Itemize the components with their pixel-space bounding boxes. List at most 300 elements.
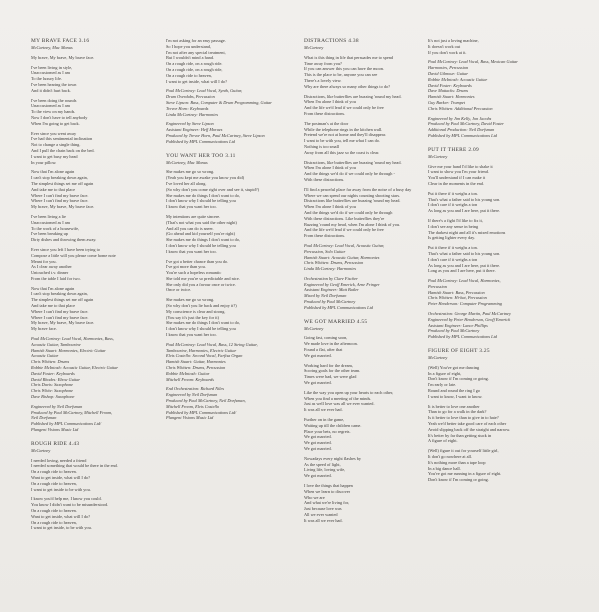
credit-line: Paul McCartney: Lead Vocal, Acoustic Guitar, [304, 242, 385, 248]
lyric-line: Living life, loving wife, [304, 467, 346, 473]
lyric-line: Where we can spend our nights counting shooting stars. [304, 192, 401, 198]
lyric-verse [304, 363, 442, 386]
credit-line: Produced by Trevor Horn, Paul McCartney, Steve Lipson [166, 132, 265, 138]
lyric-line: A figure of eight. [428, 438, 458, 444]
lyric-verse [31, 65, 169, 94]
lyric-line: That's what a father said to his young son. [428, 250, 501, 256]
credit-line: Assistant Engineer: Matt Butler [304, 287, 359, 293]
lyric-line: This is the place to be, anyone you can see [304, 72, 378, 78]
credit-line: Steve Lipson: Bass, Computer & Drum Programming, Guitar [166, 99, 272, 105]
lyric-line: On a rough ride to heaven, [31, 519, 77, 525]
lyric-line: And it didn't hurt back. [31, 87, 71, 93]
credit-line: Neil Dorfsman [31, 415, 57, 421]
lyric-line: The darkest night and all it's mixed emotions [428, 229, 506, 235]
song-section [428, 38, 566, 139]
lyric-line: There's a lovely view. [304, 77, 342, 83]
credit-line: Acoustic Guitar [31, 353, 59, 359]
lyric-line: And the things we'd do if we could only be through - [304, 171, 395, 177]
lyric-line: We got married. [304, 446, 332, 452]
credit-line: Orchestration by Clare Fischer [304, 275, 358, 281]
lyric-verse [428, 448, 566, 483]
credit-line: Published by MPL Communications Ltd [428, 334, 497, 340]
lyric-verse [304, 187, 442, 239]
lyric-line: Than to go for a walk in the dark? [428, 409, 487, 415]
song-credits [166, 342, 304, 421]
lyric-verse [304, 456, 442, 479]
lyrics-column-3 [304, 38, 442, 532]
lyric-line: (Yeah you kept me awake you know you did) [166, 175, 245, 181]
lyric-line: To the luxury life. [31, 76, 62, 82]
lyric-line: Distractions like butterflies are buzzing 'round my head. [304, 198, 401, 204]
lyric-line: When I'm going to get back. [31, 120, 80, 126]
lyric-line: The simplest things set me off again [31, 180, 94, 186]
lyric-line: In a figure of eight, [428, 370, 462, 376]
credit-line: Plangent Visions Music Ltd [166, 415, 214, 421]
song-section [31, 441, 169, 531]
lyric-line: I don't care if it weighs a ton [428, 202, 478, 208]
lyrics-column-1 [31, 38, 169, 539]
lyric-line: When I'm alone I think of you [304, 99, 356, 105]
lyric-line: It doesn't work out [428, 43, 461, 49]
lyric-line: I want to get busy my head [31, 153, 78, 159]
credit-line: Chris Whitten: Drums, Percussion [304, 260, 364, 266]
credit-line: Chris Whitten: Drums, Percussion [166, 365, 226, 371]
lyric-line: Place your bets, no regrets. [304, 428, 351, 434]
lyric-line: But I wouldn't mind a hand. [166, 55, 215, 61]
song-section [304, 38, 442, 311]
lyric-line: I'm early or late. [428, 382, 457, 388]
lyric-line: That's what a father said to his young son. [428, 196, 501, 202]
lyric-line: I can't stop breaking down again, [31, 291, 88, 297]
lyric-line: I want to get inside to be with you. [31, 486, 91, 492]
lyric-line: Just because love was [304, 506, 342, 512]
lyric-line: (So why don't you lie back and enjoy it?) [166, 303, 237, 309]
song-duration: 4.38 [348, 38, 359, 44]
lyric-line: From these distractions. [304, 233, 346, 239]
lyric-line: I'll find a peaceful place far away from the noise of a busy day [304, 186, 412, 192]
lyric-line: As long as you and I are here, put it there. [428, 262, 501, 268]
lyric-line: (Well) figure it out for yourself little girl, [428, 448, 499, 454]
lyric-line: My brave, My brave, My brave face. [31, 204, 95, 210]
lyric-verse [304, 94, 442, 117]
song-writers: McCartney [31, 447, 51, 453]
credit-line: Plangent Visions Music Ltd [31, 427, 79, 433]
lyric-line: On a rough ride to heaven. [31, 469, 77, 475]
lyric-line: It is better to love one another [428, 403, 480, 409]
credit-line: Engineered by Peter Henderson, Geoff Emerick [428, 316, 511, 322]
lyric-line: I don't care if it weighs a ton [428, 256, 478, 262]
lyric-line: Put it there if it weighs a ton. [428, 190, 478, 196]
song-title [428, 147, 566, 154]
lyric-line: My brave face. [31, 326, 57, 332]
song-writers: McCartney, Mac Manus [31, 45, 73, 50]
credit-line: Produced by Paul McCartney [304, 299, 356, 305]
lyric-line: The postman's at the door [304, 120, 349, 126]
song-credits [428, 278, 566, 340]
lyric-line: From these distractions. [304, 110, 346, 116]
lyric-line: We got married. [304, 473, 332, 479]
lyric-line: Meant for you. [31, 258, 57, 264]
lyric-line: As the speed of light, [304, 461, 341, 467]
song-duration: 4.43 [68, 440, 80, 447]
lyric-line: On a rough ride to heaven, [166, 72, 212, 78]
credit-line: Dave Mattacks: Drums [428, 88, 469, 94]
credit-line: Paul McCartney: Lead Vocal, Harmonies, [428, 278, 501, 284]
lyric-verse [31, 131, 169, 166]
lyric-line: The simplest things set me off again [31, 297, 94, 303]
song-title [428, 348, 566, 355]
lyric-verse [304, 55, 442, 90]
lyric-line: Like the way you open up your hearts to each other, [304, 389, 394, 395]
credit-line: Chris Whitten: Hi-hat, Percussion [428, 295, 487, 301]
lyric-line: Now that I'm alone again [31, 285, 75, 291]
lyric-line: I don't know why I should be telling you [166, 326, 236, 332]
lyric-line: She makes me do things I don't want to do, [166, 237, 241, 243]
lyric-line: Nowadays every night flashes by [304, 455, 362, 461]
song-title-text: PUT IT THERE [428, 146, 467, 153]
song-title [31, 38, 169, 45]
credit-line: Robbie McIntosh: Acoustic Guitar, Electric Guitar [31, 365, 119, 371]
lyric-line: I've loved her all along. [166, 180, 207, 186]
lyric-line: What is this thing in life that persuades me to spend [304, 54, 394, 60]
lyric-line: In your pillow. [31, 159, 57, 165]
lyric-line: Away from all this jazz so the coast is clear. [304, 149, 380, 155]
lyric-line: Avoid slipping back off the straight and narrow. [428, 426, 511, 432]
credit-line: Engineered by Neil Dorfsman [166, 392, 218, 398]
lyric-verse [428, 245, 566, 274]
lyric-line: Want to get inside, what will I do? [31, 513, 91, 519]
song-section [31, 38, 169, 433]
credit-line: Assistant Engineer: Lance Phillips [428, 322, 488, 328]
credit-line: Orchestration: George Martin, Paul McCartney [428, 311, 511, 317]
lyric-line: Don't know if I'm coming or going. [428, 477, 489, 483]
lyric-line: Ever since you left I have been trying to [31, 246, 100, 252]
lyric-line: On a rough ride, on a rough ride, [166, 66, 223, 72]
lyric-line: Clear in the moments in the end. [428, 180, 484, 186]
lyric-line: On a rough ride to heaven. [31, 507, 77, 513]
lyric-line: Just as well love was all we ever wanted. [304, 401, 375, 407]
lyric-line: When we learn to discover [304, 488, 351, 494]
lyric-line: Working hard for the dream, [304, 362, 353, 368]
credit-line: Trevor Horn: Keyboards [166, 105, 209, 111]
lyric-line: I've been breaking up [31, 231, 68, 237]
lyric-line: Now I don't have to tell anybody [31, 114, 88, 120]
credit-line: Chris Whitten: Additional Percussion [428, 105, 493, 111]
lyric-line: It was all we ever had. [304, 407, 343, 413]
lyric-line: Where I can't find my brave face. [31, 314, 89, 320]
credit-line: Published by MPL Communications Ltd [304, 304, 373, 310]
song-section [166, 38, 304, 145]
credit-line: Hamish Stuart: Bass, Percussion [428, 289, 485, 295]
lyric-line: Unaccustomed as I am [31, 103, 71, 109]
credit-line: Mitchell Froom, Elvis Costello [166, 403, 220, 409]
lyric-line: I've been living a lie [31, 213, 66, 219]
credit-line: Additional Production: Neil Dorfsman [428, 127, 495, 133]
credit-line: Assistant Engineer: Heff Moraes [166, 127, 223, 133]
lyric-line: Time away from you? [304, 60, 342, 66]
lyric-line: And take me to that place [31, 186, 76, 192]
lyric-line: Yeah we'd better take good care of each other [428, 421, 507, 427]
lyric-line: We got married. [304, 434, 332, 440]
credit-line: Drum Overdubs, Percussion [166, 94, 215, 100]
lyric-line: On a rough ride, on a rough ride. [166, 61, 223, 67]
song-title-text: MY BRAVE FACE [31, 38, 78, 44]
lyric-line: And the life we'd lead if we could only be free [304, 227, 384, 233]
lyric-line: (You say it's just the key for it) [166, 314, 219, 320]
lyric-line: I'm not after any special treatment, [166, 49, 226, 55]
song-section [304, 319, 442, 524]
song-duration: 2.09 [468, 146, 479, 153]
credit-line: Mixed by Neil Dorfsman [304, 293, 347, 299]
lyric-line: Further on in the game, [304, 417, 345, 423]
lyric-line: I needed something that would be there in the end. [31, 463, 118, 469]
lyric-line: And what we're living for, [304, 500, 350, 506]
lyric-line: It was all we ever had. [304, 517, 343, 523]
song-title [166, 153, 304, 160]
lyric-line: Found a flat, after that [304, 347, 343, 353]
lyric-verse [304, 335, 442, 358]
credit-line: Elvis Costello: Second Vocal, Farfisa Organ [166, 353, 243, 359]
lyric-line: It's not just a loving machine, [428, 38, 479, 43]
song-credits [304, 243, 442, 311]
credit-line: Published by MPL Communications Ltd [428, 132, 497, 138]
lyric-line: (That's not what you said the other night) [166, 219, 237, 225]
song-duration: 3.16 [78, 38, 90, 44]
lyric-line: We got married. [304, 352, 332, 358]
lyric-line: We made love in the afternoon. [304, 341, 358, 347]
song-section [428, 147, 566, 340]
song-writers: McCartney [304, 45, 324, 50]
credit-line: Engineered by Neil Dorfsman [31, 403, 83, 409]
song-credits [31, 336, 169, 433]
lyric-line: (Well) You've got me dancing [428, 364, 480, 370]
credit-line: Linda McCartney: Harmonies [304, 266, 357, 272]
lyric-line: My conscience is clear and strong. [166, 308, 226, 314]
lyric-line: To the view on my hands. [31, 109, 76, 115]
lyric-line: I've got more than you. [166, 264, 206, 270]
lyric-line: When I'm alone I think of you [304, 204, 356, 210]
lyric-verse [166, 38, 304, 84]
lyric-line: You've got me running in a figure of eight. [428, 471, 502, 477]
credit-line: Chris Davis: Saxophone [31, 382, 74, 388]
lyric-line: I know you'd help me, I know you could. [31, 496, 102, 502]
lyric-line: My intentions are quite sincere. [166, 213, 221, 219]
lyric-line: And the things we'd do if we could only be through [304, 209, 393, 215]
lyric-line: I want to be with you, tell me what I can do. [304, 138, 381, 144]
lyric-line: My brave, My brave, My brave face. [31, 320, 95, 326]
lyric-line: (So why don't you come right over and see it, stupid?) [166, 186, 260, 192]
lyric-line: You'll understand if I can make it [428, 175, 486, 181]
lyric-verse [428, 218, 566, 241]
lyric-line: With these distractions. [304, 176, 345, 182]
lyrics-column-4 [428, 38, 566, 491]
credit-line: Produced by Paul McCartney, Mitchell Froom, [31, 409, 113, 415]
lyric-line: It's nothing more than a tape loop [428, 459, 486, 465]
lyric-line: I don't see any sense in being [428, 223, 479, 229]
lyric-line: I've been hearing the town [31, 81, 77, 87]
lyric-line: Pretend we're not at home and they'll disappear. [304, 132, 386, 138]
lyric-line: It don't go nowhere at all. [428, 454, 472, 460]
lyric-line: Round and round the ring I go [428, 388, 481, 394]
credit-line: Guy Barker: Trumpet [428, 99, 465, 105]
lyric-line: Unaccustomed as I am [31, 70, 71, 76]
credit-line: Hamish Stuart: Guitar, Harmonies [166, 359, 226, 365]
lyric-line: Distractions, like butterflies are buzzing 'round my head. [304, 93, 402, 99]
lyric-line: I can't stop breaking down again, [31, 175, 88, 181]
lyric-line: She makes me go so wrong. [166, 169, 215, 175]
credit-line: Hamish Stuart: Harmonies, Electric Guitar [31, 347, 106, 353]
lyric-line: I've been doing the rounds [31, 97, 77, 103]
lyric-verse [428, 38, 566, 55]
lyric-line: If there's a fight I'd like to fix it, [428, 217, 483, 223]
lyric-verse [166, 214, 304, 255]
song-credits [428, 59, 566, 138]
lyric-line: Scoring goals for the other team. [304, 368, 361, 374]
credit-line: Published by MPL Communications Ltd [166, 138, 235, 144]
lyric-line: As I clear away another [31, 264, 72, 270]
lyric-line: In a big dance hall. [428, 465, 461, 471]
credit-line: Percussion [428, 283, 447, 289]
lyric-line: Where I can't find my brave face. [31, 198, 89, 204]
lyric-line: She only did you a favour once or twice. [166, 281, 236, 287]
lyric-verse [304, 160, 442, 183]
lyric-line: Ever since you went away [31, 130, 77, 136]
lyric-verse [166, 259, 304, 294]
song-title [31, 441, 169, 448]
lyric-line: If you don't work at it. [428, 49, 467, 55]
lyric-line: I know that you want her too. [166, 204, 217, 210]
lyric-line: When you find a meeting of the minds. [304, 395, 372, 401]
lyric-line: Now that I'm alone again [31, 169, 75, 175]
song-writers: McCartney [428, 153, 448, 159]
lyric-line: Want to get inside, what will I do? [31, 475, 91, 480]
lyric-line: All we ever wanted [304, 511, 338, 517]
lyric-line: And I pull the chain back on the bed. [31, 147, 95, 153]
song-writers: McCartney [304, 325, 324, 331]
lyric-line: Untouched t.v. dinner [31, 270, 69, 276]
lyric-line: I know that you want her too. [166, 248, 217, 254]
song-title [304, 319, 442, 326]
lyric-verse [31, 169, 169, 210]
lyric-line: And all you can do is sneer. [166, 225, 214, 231]
lyric-line: Once or twice. [166, 287, 192, 293]
credit-line: David Gilmour: Guitar [428, 70, 469, 76]
lyric-line: Is it better to love than to give in to hate? [428, 415, 499, 421]
lyric-verse [31, 98, 169, 127]
lyric-verse [428, 404, 566, 445]
lyrics-column-2 [166, 38, 304, 429]
lyric-line: She told me you're so predictable and nice. [166, 275, 240, 281]
song-duration: 3.25 [479, 348, 490, 355]
lyric-verse [304, 121, 442, 156]
lyric-verse [428, 164, 566, 187]
lyric-line: And the life we'd lead if we could only be free [304, 105, 384, 111]
lyric-line: Going fast, coming soon, [304, 335, 348, 341]
credit-line: Paul McCartney: Lead Vocal, Harmonies, Bass, [31, 336, 114, 342]
lyric-line: I want to know, I want to know. [428, 393, 483, 399]
lyric-line: I want to get inside, to be with you. [31, 525, 92, 531]
song-title-text: ROUGH RIDE [31, 440, 68, 447]
song-title-text: DISTRACTIONS [304, 38, 347, 44]
song-duration: 3.11 [225, 152, 236, 159]
credit-line: Dave Bishop: Saxophone [31, 394, 75, 400]
credit-line: Engineered by Steve Lipson [166, 121, 214, 127]
lyric-line: You're such a hopeless romantic [166, 270, 222, 276]
lyric-verse [304, 417, 442, 452]
lyric-verse [428, 191, 566, 214]
song-duration: 4.55 [356, 318, 368, 325]
lyric-line: On a rough ride to heaven, [31, 480, 77, 486]
lyric-line: Why are there always so many other things to do? [304, 83, 391, 89]
lyric-line: Long as you and I are here, put it there. [428, 268, 496, 274]
lyric-line: My brave, My brave, My brave face. [31, 54, 95, 60]
lyric-line: I know that you want her too. [166, 332, 217, 338]
lyric-verse [31, 55, 169, 61]
lyric-line: I've had this sentimental inclination [31, 136, 93, 142]
song-title-text: FIGURE OF EIGHT [428, 348, 478, 355]
lyric-line: Nothing is too small [304, 143, 339, 149]
credit-line: Linda McCartney: Harmonies [166, 111, 219, 117]
song-credits [166, 88, 304, 144]
song-section [166, 153, 304, 422]
lyric-verse [31, 214, 169, 243]
credit-line: Robbie McIntosh: Guitar [166, 370, 210, 376]
credit-line: Produced by Paul McCartney, David Foster [428, 121, 504, 127]
lyric-line: Give me your hand I'd like to shake it [428, 163, 493, 169]
credit-line: Engineered by Jim Kelly, Jon Jacobs [428, 115, 492, 121]
lyric-line: I want to show you I'm your friend. [428, 169, 489, 175]
lyric-line: When I'm alone I think of you [304, 165, 356, 171]
lyric-line: She makes me do things I don't want to do, [166, 192, 241, 198]
song-writers: McCartney [428, 355, 448, 361]
credit-line: End Orchestration: Richard Niles [166, 386, 225, 392]
credit-line: Paul McCartney: Lead Vocal, Synth, Guitar, [166, 88, 243, 94]
credit-line: Harmonies, Percussion [428, 65, 469, 71]
song-section [428, 348, 566, 483]
credit-line: Paul McCartney: Lead Vocal, Bass, 12 String Guitar, [166, 341, 258, 347]
credit-line: Produced by Paul McCartney [428, 328, 480, 334]
lyric-verse [428, 365, 566, 400]
lyric-line: As long as you and I are here, put it there. [428, 208, 501, 214]
lyric-line: While the telephone rings in the kitchen wall. [304, 126, 383, 132]
lyric-verse [31, 286, 169, 332]
credit-line: Mitchell Froom: Keyboards [166, 376, 214, 382]
lyric-line: To the work of a housewife, [31, 225, 80, 231]
lyric-line: She makes me go so wrong. [166, 297, 215, 303]
lyric-line: Is getting lighter every day. [428, 235, 476, 241]
lyric-line: I've been living in style, [31, 64, 73, 70]
lyric-line: I don't know why I should be telling you [166, 242, 236, 248]
credit-line: David Rhodes: Ebow Guitar [31, 376, 81, 382]
credit-line: Published by MPL Communications Ltd/ [166, 409, 237, 415]
lyric-verse [31, 496, 169, 531]
song-title-text: WE GOT MARRIED [304, 318, 356, 325]
song-writers: McCartney, Mac Manus [166, 159, 208, 165]
lyric-line: Buzzing 'round my head, when I'm alone I think of you. [304, 221, 401, 227]
lyric-line: If you can answer this you can have the moon. [304, 66, 384, 72]
credit-line: Hamish Stuart: Acoustic Guitar, Harmonies [304, 254, 380, 260]
lyric-line: We got married. [304, 380, 332, 386]
lyric-line: With these distractions. Like butterflies they're [304, 215, 385, 221]
lyric-line: I needed loving, needed a friend [31, 457, 87, 463]
lyric-line: I want to get inside, what will I do? [166, 78, 227, 84]
lyric-line: It's better by far than getting stuck in [428, 432, 492, 438]
lyric-line: Compose a little will you please come home note [31, 252, 116, 258]
lyric-line: I've got a better chance than you do. [166, 258, 229, 264]
lyric-verse [31, 247, 169, 282]
lyric-line: Distractions, like butterflies are buzzing 'round my head. [304, 159, 402, 165]
song-title-text: YOU WANT HER TOO [166, 152, 224, 159]
